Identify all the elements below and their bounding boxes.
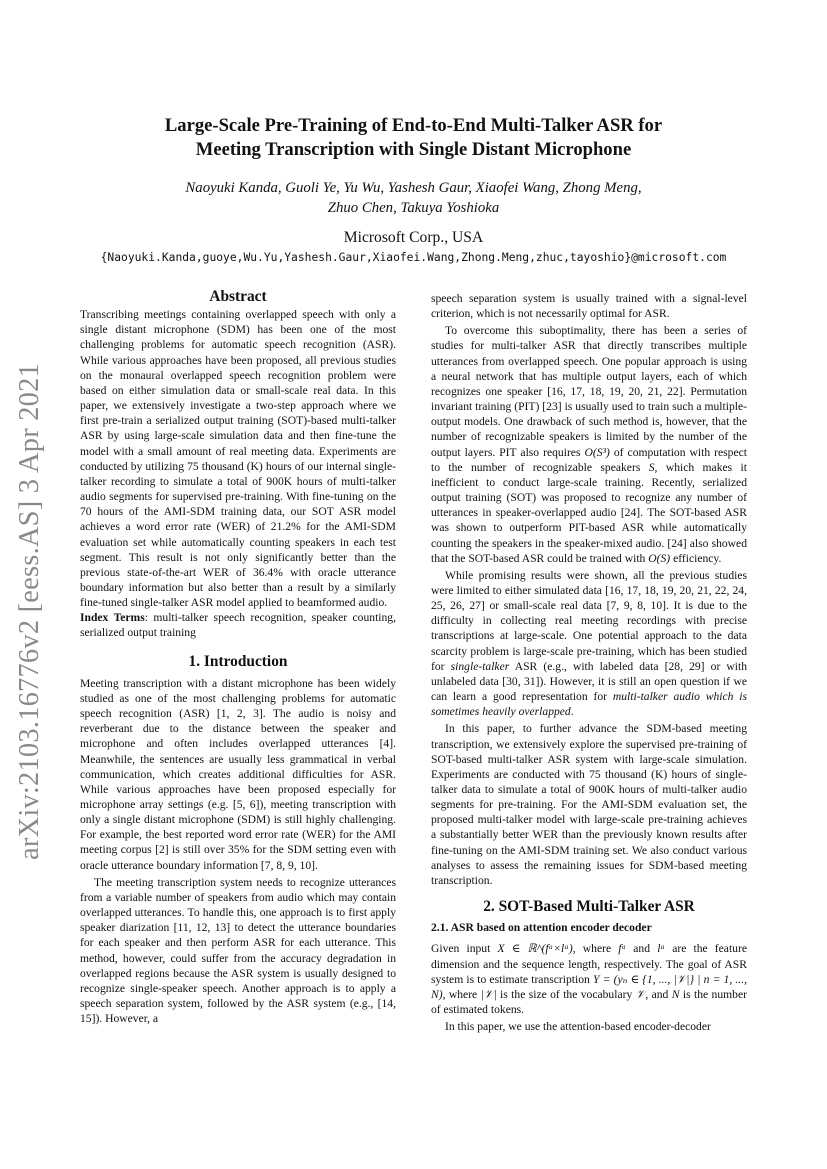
section-2-heading: 2. SOT-Based Multi-Talker ASR: [483, 898, 695, 916]
abstract-body: Transcribing meetings containing overlapped speech with only a single distant microphone (SDM) has been one of the most challenging problems for automatic speech recognition (ASR). While various approaches have been proposed, all previous studies on the monaural overlapped speech recognition problem were based on either simulation data or small-scale real data. In this paper, we extensively investigate a two-step approach where we first pre-train a serialized output training (SOT)-based multi-talker ASR by using large-scale simulation data and then fine-tune the model with a small amount of real meeting data. Experiments are conducted by utilizing 75 thousand (K) hours of our internal single-talker recording to simulate a total of 900K hours of multi-talker audio segments for supervised pre-training. With fine-tuning on the 70 hours of the AMI-SDM training data, our SOT ASR model achieves a word error rate (WER) of 21.2% for the AMI-SDM evaluation set while automatically counting speakers in each test segment. This result is not only significantly better than the previous state-of-the-art WER of 36.4% with oracle utterance boundary information but also better than a result by a similarly fine-tuned single-talker ASR model applied to beamformed audio.: [80, 308, 396, 610]
authors-line-2: Zhuo Chen, Takuya Yoshioka: [327, 200, 500, 216]
intro-paragraph-2: The meeting transcription system needs to recognize utterances from a variable number of speakers from audio which may contain overlapped utterances. To handle this, one approach is to first apply speaker diarization [11, 12, 13] to detect the utterance boundaries for each speaker and then perform ASR for each utterance. This method, however, could suffer from the accuracy degradation in overlapped regions because the ASR system is usually designed to recognize single-speaker speech. Another approach is to apply a speech separation system, followed by the ASR system (e.g., [14, 15]). However, a: [80, 875, 396, 1026]
right-paragraph-4: Given input X ∈ ℝ^(fᵃ×lᵃ), where fᵃ and lᵃ are the feature dimension and the sequence length, respectively. The goal of ASR system is to estimate transcription Y = (yₙ ∈ {1, ..., |𝒱|} | n = 1, ..., N), where |𝒱| is the size of the vocabulary 𝒱, and N is the number of estimated tokens.: [431, 942, 748, 1017]
arxiv-identifier: arXiv:2103.16776v2 [eess.AS] 3 Apr 2021: [14, 362, 45, 860]
author-emails: {Naoyuki.Kanda,guoye,Wu.Yu,Yashesh.Gaur,Xiaofei.Wang,Zhong.Meng,zhuc,tayoshio}@microsoft.com: [100, 251, 727, 264]
right-paragraph-0: speech separation system is usually trained with a signal-level criterion, which is not necessarily optimal for ASR.: [431, 292, 747, 321]
authors-line-1: Naoyuki Kanda, Guoli Ye, Yu Wu, Yashesh Gaur, Xiaofei Wang, Zhong Meng,: [185, 180, 642, 196]
right-paragraph-3: In this paper, to further advance the SDM-based meeting transcription, we extensively explore the supervised pre-training of SOT-based multi-talker ASR system with large-scale simulation. Experiments are conducted with 75 thousand (K) hours of single-talker data to simulate a total of 900K hours of multi-talker audio segments for pre-training. For the AMI-SDM evaluation set, the proposed multi-talker model with large-scale pre-training achieves a substantially better WER than the previously known results after fine-tuning on the AMI-SDM training set. We also conduct various analyses to assess the remaining issues for SDM-based meeting transcription.: [431, 722, 747, 887]
right-paragraph-5: In this paper, we use the attention-based encoder-decoder: [445, 1020, 711, 1034]
index-terms-label: Index Terms: [80, 611, 145, 625]
subsection-2-1-heading: 2.1. ASR based on attention encoder decoder: [431, 921, 652, 935]
input-definition: X ∈ ℝ^(fᵃ×lᵃ): [497, 942, 573, 956]
introduction-heading: 1. Introduction: [188, 652, 288, 670]
speaker-count-symbol: S: [648, 460, 655, 474]
abstract-heading: Abstract: [209, 288, 267, 305]
paper-title: [60, 114, 767, 162]
title-line-2: Meeting Transcription with Single Distant Microphone: [195, 139, 632, 160]
index-terms-text: : multi-talker speech recognition, speaker counting, serialized output training: [80, 611, 397, 640]
right-column: [431, 291, 747, 1034]
title-line-1: Large-Scale Pre-Training of End-to-End Multi-Talker ASR for: [164, 115, 663, 136]
intro-paragraph-1: Meeting transcription with a distant microphone has been widely studied as one of the most challenging problems for automatic speech recognition (ASR) [1, 2, 3]. The audio is noisy and reverberant due to the distance between the speaker and microphone and often includes overlapped utterances [4]. Meanwhile, the sentences are usually less grammatical in verbal communication, which creates additional difficulties for ASR. While various approaches have been proposed especially for microphone array settings (e.g. [5, 6]), meeting transcription with only a single distant microphone (SDM) is still highly challenging. For example, the best reported word error rate (WER) for the AMI meeting corpus [2] is still over 35% for the SDM setting even with oracle utterance boundary information [7, 8, 9, 10].: [80, 676, 396, 872]
multi-talker-emph: multi-talker audio which is sometimes heavily overlapped: [431, 690, 747, 719]
left-column: [80, 289, 396, 1026]
index-terms: [80, 610, 396, 640]
right-paragraph-1: To overcome this suboptimality, there has been a series of studies for multi-talker ASR that directly transcribes multiple utterances from overlapped speech. One popular approach is using a neural network that has multiple output layers, each of which recognizes one speaker [16, 17, 18, 19, 20, 21, 22]. Permutation invariant training (PIT) [23] is usually used to train such a multiple-output models. One drawback of such method is, however, that the number of recognizable speakers is limited by the number of the output layers. PIT also requires O(S³) of computation with respect to the number of recognizable speakers S, which makes it inefficient to conduct large-scale training. Recently, serialized output training (SOT) was proposed to recognize any number of utterances in speaker-overlapped audio [24]. The SOT-based ASR was shown to outperform PIT-based ASR while automatically counting the speakers in the speaker-mixed audio. [24] also showed that the SOT-based ASR could be trained with O(S) efficiency.: [431, 324, 747, 565]
complexity-cubic: O(S³): [584, 445, 610, 459]
affiliation: Microsoft Corp., USA: [343, 229, 484, 246]
right-paragraph-2: While promising results were shown, all the previous studies were limited to either simulated data [16, 17, 18, 19, 20, 21, 22, 24, 25, 26, 27] or small-scale real data [7, 9, 8, 10]. It is due to the difficulty in collecting real meeting recordings with precise transcriptions at large-scale. One potential approach to the data scarcity problem is large-scale pre-training, which has been studied for single-talker ASR (e.g., with labeled data [28, 29] or with unlabeled data [30, 31]). However, it is still an open question if we can learn a good representation for multi-talker audio which is sometimes heavily overlapped.: [431, 568, 748, 719]
complexity-linear: O(S): [648, 551, 671, 565]
single-talker-emph: single-talker: [450, 659, 510, 673]
transcription-definition: Y = (yₙ ∈ {1, ..., |𝒱|} | n = 1, ..., N): [431, 972, 748, 1001]
author-list: [60, 178, 767, 218]
